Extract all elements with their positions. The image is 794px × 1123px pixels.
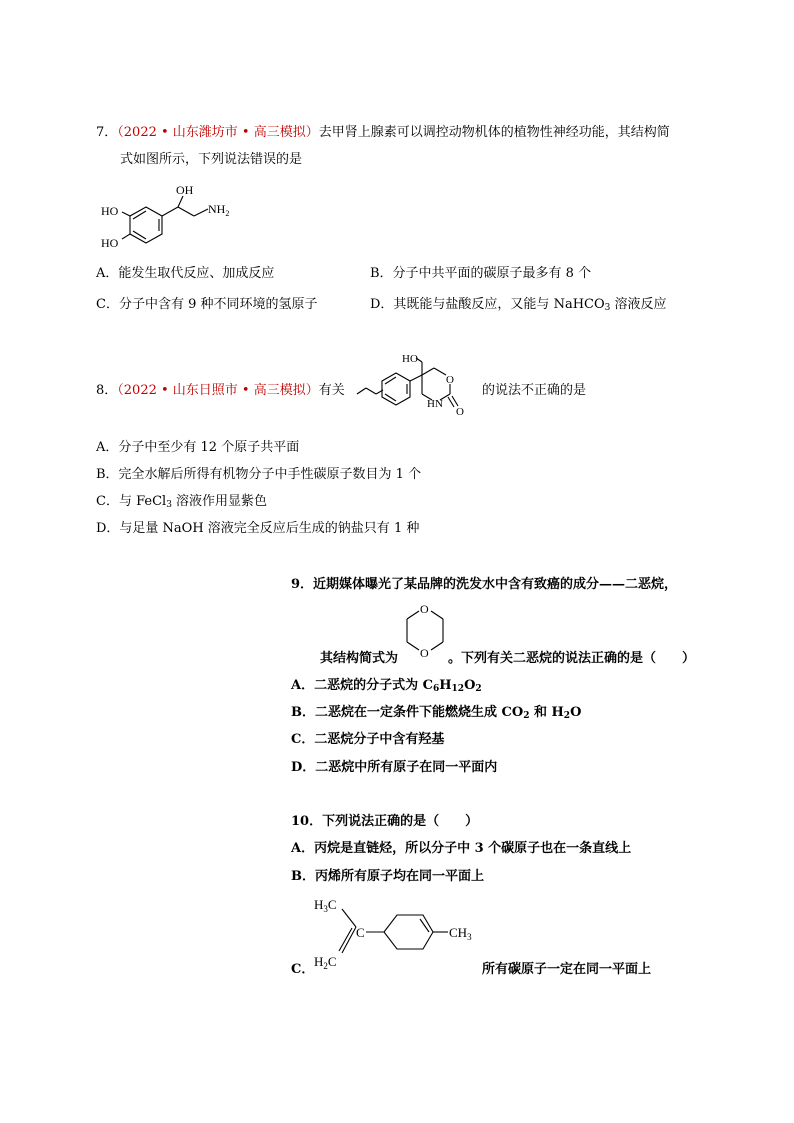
q10-option-b: B．丙烯所有原子均在同一平面上 (291, 869, 484, 884)
q9-option-c: C．二恶烷分子中含有羟基 (291, 732, 445, 747)
q7-option-b: B．分子中共平面的碳原子最多有 8 个 (370, 266, 592, 281)
q8-option-a: A．分子中至少有 12 个原子共平面 (96, 440, 300, 455)
q9-pre-text: 其结构简式为 (320, 651, 399, 666)
q8-ho-label: HO (402, 353, 418, 365)
q8-hn-label: HN (427, 398, 443, 410)
q8-option-b: B．完全水解后所得有机物分子中手性碳原子数目为 1 个 (96, 467, 422, 482)
q7-nh2-label: $NH_2$ (208, 202, 230, 218)
q8-post-text: 的说法不正确的是 (482, 383, 587, 398)
q10-option-c-label: C． (291, 962, 315, 977)
q7-option-c: C．分子中含有 9 种不同环境的氢原子 (96, 297, 318, 312)
q9-dioxane-structure (403, 598, 447, 664)
q9-option-b: B．二恶烷在一定条件下能燃烧生成 $CO_2$ 和 $H_2O$ (291, 705, 582, 721)
q8-ring-o-label: O (446, 374, 454, 386)
q8-stem-prefix (96, 382, 345, 400)
q10-ch3-label: $CH_3$ (449, 925, 472, 942)
q8-source: （2022 • 山东日照市 • 高三模拟） (117, 383, 319, 398)
q10-c-label: C (356, 925, 365, 940)
q9-post-text: 。下列有关二恶烷的说法正确的是（ ） (448, 651, 696, 666)
q7-stem-line1 (96, 124, 670, 142)
q7-number: 7． (96, 125, 118, 140)
q8-option-d: D．与足量 NaOH 溶液完全反应后生成的钠盐只有 1 种 (96, 521, 420, 536)
q10-h2c-label: $H_2C$ (314, 954, 337, 971)
q8-pre-text: 有关 (318, 383, 345, 398)
q10-stem: 10．下列说法正确的是（ ） (291, 814, 479, 829)
q9-o-bottom-label: O (420, 646, 429, 660)
q9-option-a: A．二恶烷的分子式为 $C_6H_{12}O_2$ (291, 678, 482, 694)
q8-number: 8． (96, 383, 118, 398)
q8-option-c: C．与 FeCl$_3$ 溶液作用显紫色 (96, 494, 268, 510)
q9-option-d: D．二恶烷中所有原子在同一平面内 (291, 760, 498, 775)
q7-structure-diagram (96, 180, 246, 262)
q10-limonene-structure (308, 890, 498, 972)
q7-option-d: D．其既能与盐酸反应，又能与 NaHCO$_3$ 溶液反应 (370, 297, 667, 313)
q7-stem-text-1: 去甲肾上腺素可以调控动物机体的植物性神经功能，其结构简 (318, 125, 670, 140)
q10-h3c-label: $H_3C$ (314, 897, 337, 914)
q7-oh-top-label: OH (176, 183, 194, 197)
q8-carbonyl-o-label: O (456, 406, 464, 418)
q10-option-a: A．丙烷是直链烃，所以分子中 3 个碳原子也在一条直线上 (291, 841, 632, 856)
q9-stem-line1: 9．近期媒体曝光了某品牌的洗发水中含有致癌的成分——二恶烷， (291, 577, 678, 592)
q7-option-a: A．能发生取代反应、加成反应 (96, 266, 275, 281)
q8-structure-diagram (352, 350, 480, 424)
q7-ho-label-1: HO (101, 204, 119, 218)
q7-ho-label-2: HO (101, 236, 119, 250)
q10-option-c-text: 所有碳原子一定在同一平面上 (482, 962, 652, 977)
q7-stem-line2: 式如图所示，下列说法错误的是 (120, 152, 303, 167)
q7-source: （2022 • 山东潍坊市 • 高三模拟） (117, 125, 319, 140)
q9-o-top-label: O (420, 602, 429, 616)
